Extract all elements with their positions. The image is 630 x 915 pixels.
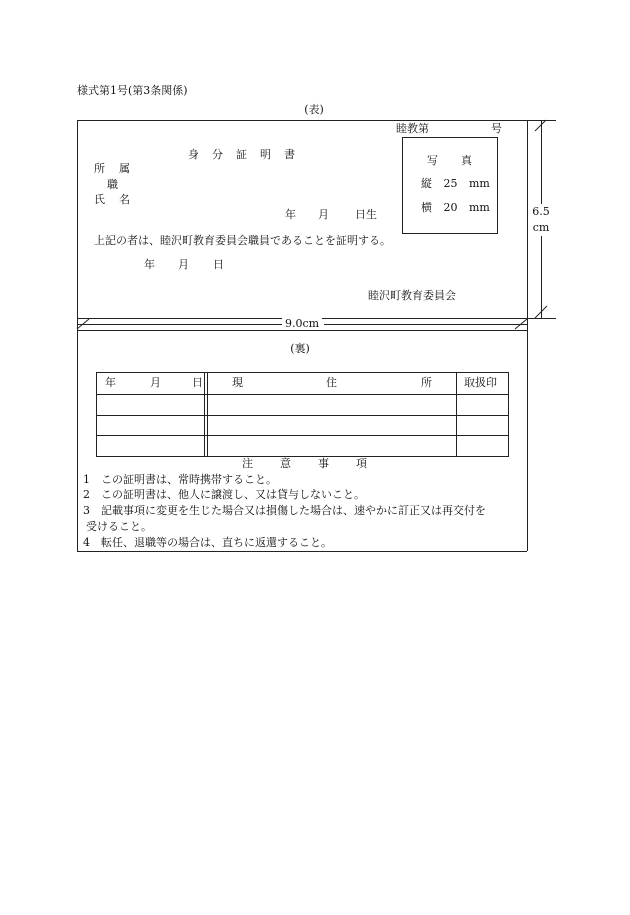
note-number: 1 (83, 473, 90, 486)
birth-year-label: 年 (285, 208, 296, 221)
form-number: 様式第1号(第3条関係) (77, 84, 188, 97)
back-side-label: (裏) (290, 342, 310, 355)
table-header-month: 月 (150, 376, 161, 389)
note-text-continuation: 受けること。 (86, 520, 152, 533)
issuer-name: 睦沢町教育委員会 (368, 289, 456, 302)
table-header-seal: 取扱印 (464, 376, 497, 389)
note-number: 4 (83, 536, 90, 549)
certificate-title: 身分証明書 (188, 148, 308, 161)
width-dimension-label (272, 317, 332, 331)
field-affiliation-label: 所属 (94, 162, 144, 175)
issue-year-label: 年 (144, 258, 155, 271)
table-header-year: 年 (105, 376, 116, 389)
note-text: この証明書は、他人に譲渡し、又は貸与しないこと。 (101, 488, 365, 501)
note-text: 転任、退職等の場合は、直ちに返還すること。 (101, 536, 332, 549)
table-header-address-1: 現 (232, 376, 243, 389)
certification-statement: 上記の者は、睦沢町教育委員会職員であることを証明する。 (94, 234, 391, 247)
note-number: 3 (83, 504, 90, 517)
issue-day-label: 日 (213, 258, 224, 271)
field-name-label: 氏名 (94, 193, 144, 206)
note-text: 記載事項に変更を生じた場合又は損傷した場合は、速やかに訂正又は再交付を (101, 504, 486, 517)
photo-width: 横 20 mm (421, 201, 490, 214)
issue-month-label: 月 (178, 258, 189, 271)
dimension-tick (535, 120, 546, 131)
photo-height: 縦 25 mm (421, 177, 490, 190)
note-number: 2 (83, 488, 90, 501)
birth-day-label: 日生 (355, 208, 377, 221)
notes-title: 注意事項 (242, 457, 394, 470)
note-text: この証明書は、常時携帯すること。 (101, 473, 277, 486)
height-dimension-value: 6.5 (532, 205, 550, 218)
table-header-day: 日 (192, 376, 203, 389)
table-header-address-3: 所 (421, 376, 432, 389)
field-position-label: 職 (107, 178, 118, 191)
front-side-label: (表) (304, 103, 324, 116)
height-dimension-unit: cm (532, 221, 550, 234)
width-dimension-text: 9.0cm (282, 317, 322, 330)
photo-label: 写真 (427, 154, 495, 167)
table-header-address-2: 住 (326, 376, 337, 389)
doc-number-suffix: 号 (491, 122, 502, 135)
birth-month-label: 月 (318, 208, 329, 221)
doc-number-prefix: 睦教第 (396, 122, 429, 135)
